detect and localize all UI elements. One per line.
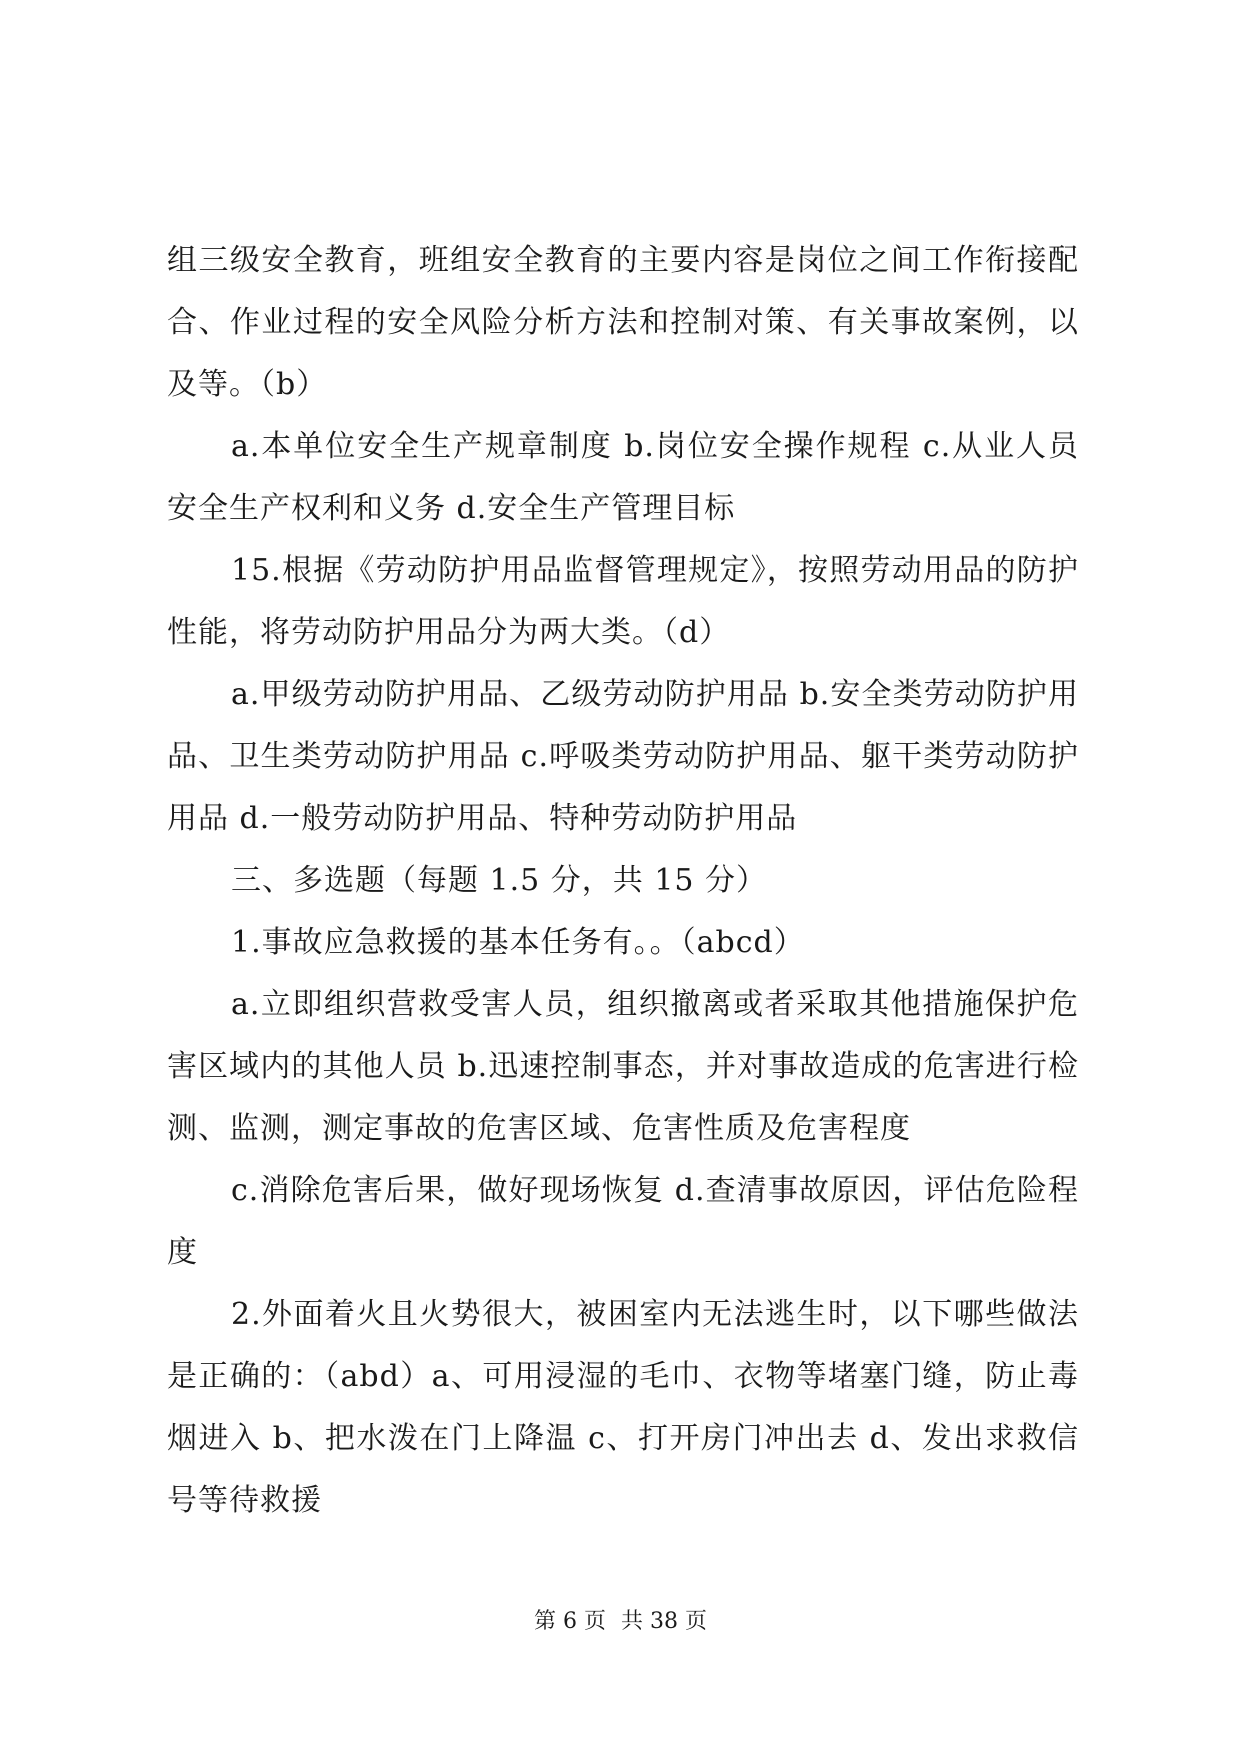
paragraph-9: 2.外面着火且火势很大，被困室内无法逃生时，以下哪些做法是正确的：（abd）a、可用浸湿的毛巾、衣物等堵塞门缝，防止毒烟进入 b、把水泼在门上降温 c、打开房门冲出去 d、发出求救信号等待救援 bbox=[167, 1297, 1079, 1518]
section-heading: 三、多选题（每题 1.5 分，共 15 分） bbox=[231, 863, 768, 898]
paragraph-7: a.立即组织营救受害人员，组织撤离或者采取其他措施保护危害区域内的其他人员 b.迅速控制事态，并对事故造成的危害进行检测、监测，测定事故的危害区域、危害性质及危害程度 bbox=[167, 987, 1079, 1146]
page-total: 共 38 页 bbox=[621, 1609, 707, 1634]
paragraph-4: a.甲级劳动防护用品、乙级劳动防护用品 b.安全类劳动防护用品、卫生类劳动防护用品 c.呼吸类劳动防护用品、躯干类劳动防护用品 d.一般劳动防护用品、特种劳动防护用品 bbox=[167, 677, 1079, 836]
page-number: 第 6 页 bbox=[534, 1609, 606, 1634]
paragraph-2: a.本单位安全生产规章制度 b.岗位安全操作规程 c.从业人员安全生产权利和义务 d.安全生产管理目标 bbox=[167, 429, 1079, 526]
page-footer bbox=[0, 1604, 1241, 1635]
paragraph-6: 1.事故应急救援的基本任务有。。（abcd） bbox=[231, 925, 805, 960]
paragraph-3: 15.根据《劳动防护用品监督管理规定》，按照劳动用品的防护性能，将劳动防护用品分为两大类。（d） bbox=[167, 553, 1079, 650]
paragraph-1: 组三级安全教育，班组安全教育的主要内容是岗位之间工作衔接配合、作业过程的安全风险分析方法和控制对策、有关事故案例，以及等。（b） bbox=[167, 243, 1079, 402]
paragraph-8: c.消除危害后果，做好现场恢复 d.查清事故原因，评估危险程度 bbox=[167, 1173, 1079, 1270]
document-body bbox=[167, 230, 1079, 1532]
